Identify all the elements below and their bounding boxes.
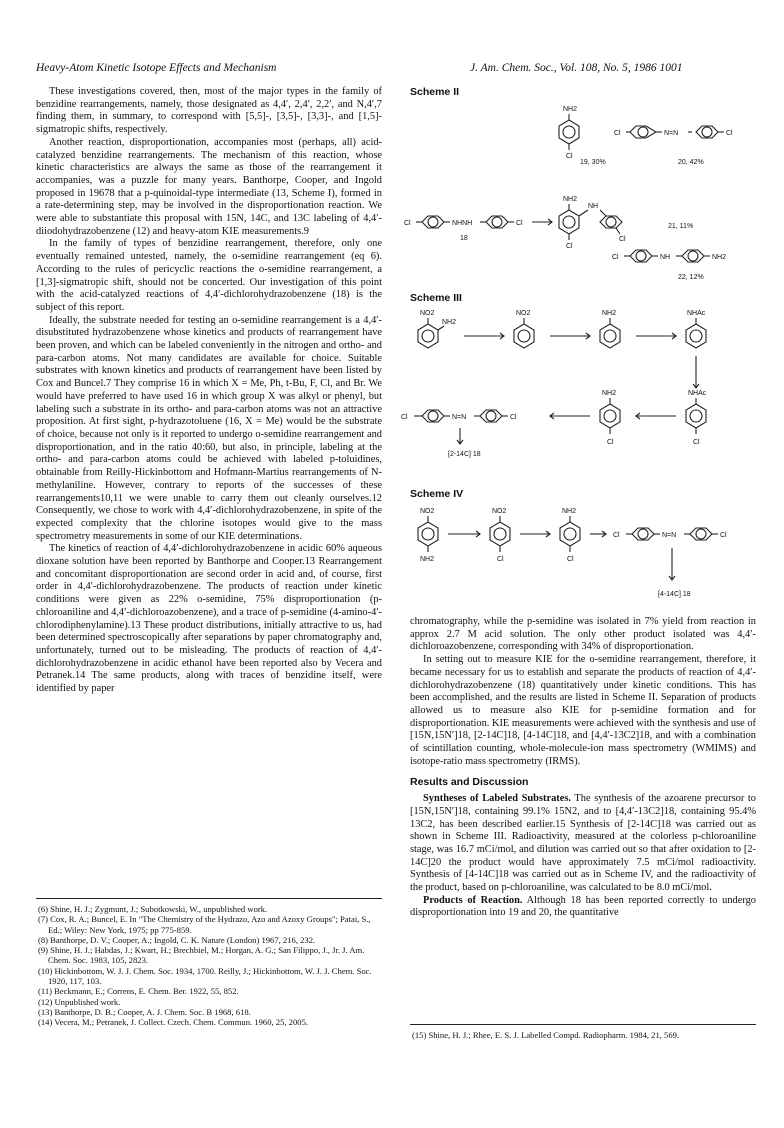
paragraph <box>410 895 756 920</box>
paragraph: These investigations covered, then, most of the major types in the family of benzidine rearrangements, namely, those designated as 4,4′, 2,4′, 2,2′, and N,4′,7 finding them, in summary, to correspond with [5,5]-, [3,5]-, [3,3]-, and [1,5]-sigmatropic shifts, respectively. <box>36 86 382 136</box>
product-22-label: 22, 12% <box>678 274 704 281</box>
footnotes-right <box>410 1030 756 1040</box>
cl-label: Cl <box>726 130 733 137</box>
footnote: (15) Shine, H. J.; Rhee, E. S. J. Labelled Compd. Radiopharm. 1984, 21, 569. <box>412 1030 680 1040</box>
azo-label: N=N <box>452 414 467 421</box>
benzene-ring <box>422 410 444 422</box>
aromatic-circle <box>690 330 702 342</box>
cl-label: Cl <box>510 414 517 421</box>
benzene-ring <box>422 216 444 228</box>
running-header-left: Heavy-Atom Kinetic Isotope Effects and Mechanism <box>36 62 277 74</box>
benzene-ring <box>600 324 620 348</box>
footnote: (11) Beckmann, E.; Correns, E. Chem. Ber. 1922, 55, 852. <box>38 986 239 997</box>
footnote: (10) Hickinbottom, W. J. J. Chem. Soc. 1934, 1700. Reilly, J.; Hickinbottom, W. J. J. Chem. Soc. 1920, 117, 103. <box>38 965 372 987</box>
cl-label: Cl <box>404 220 411 227</box>
nh-label: NH <box>660 254 671 261</box>
benzene-ring <box>632 528 654 540</box>
nh2-label: NH2 <box>602 310 617 317</box>
aromatic-circle <box>492 217 502 227</box>
footnote: (12) Unpublished work. <box>38 996 121 1007</box>
left-column <box>36 86 382 696</box>
subsection-title: Syntheses of Labeled Substrates. <box>423 793 571 805</box>
aromatic-circle <box>690 410 702 422</box>
aromatic-circle <box>604 410 616 422</box>
product-21-label: 21, 11% <box>668 223 694 230</box>
nh2-label: NH2 <box>712 254 727 261</box>
nhac-label: NHAc <box>687 310 706 317</box>
subsection-title: Products of Reaction. <box>423 894 523 906</box>
nhnh-label: NHNH <box>452 220 473 227</box>
cl-label: Cl <box>693 439 700 446</box>
cl-label: Cl <box>566 153 573 160</box>
paragraph: In setting out to measure KIE for the o-semidine rearrangement, therefore, it became necessary for us to establish and separate the products of reaction of 4,4′-dichlorohydrazobenzene (18) quantitatively under kinetic conditions. This has been accomplished, and the results are listed in Scheme II. Separation of products allowed us to measure also KIE for p-semidine formation and for disproportionation. KIE measurements were achieved with the synthesis and use of [15N,15N′]18, [2-14C]18, [4-14C]18, and [4,4′-13C2]18, and with a combination of scintillation counting, whole-molecule-ion mass spectrometry (WMIMS) and isotope-ratio mass spectrometry (IRMS). <box>410 654 756 767</box>
footnote: (7) Cox, R. A.; Buncel, E. In "The Chemistry of the Hydrazo, Azo and Azoxy Groups"; Patai, S., Ed.; Wiley: New York, 1975; pp 775-859. <box>38 914 371 935</box>
benzene-ring <box>559 120 579 144</box>
cl-label: Cl <box>613 532 620 539</box>
cl-label: Cl <box>619 236 626 243</box>
footnotes-left <box>36 904 382 1028</box>
paragraph: chromatography, while the p-semidine was isolated in 7% yield from reaction in approx 2.7 M acid solution. The only other product isolated was 4,4′-dichloroazobenzene, corresponding with 34% of disproportionation. <box>410 616 756 653</box>
cl-label: Cl <box>612 254 619 261</box>
cl-label: Cl <box>614 130 621 137</box>
footnote: (8) Banthorpe, D. V.; Cooper, A.; Ingold, C. K. Nature (London) 1967, 216, 232. <box>38 934 316 945</box>
footnote-rule <box>410 1024 756 1025</box>
footnote: (9) Shine, H. J.; Habdas, J.; Kwart, H.; Brechbiel, M.; Horgan, A. G.; San Filippo, J., Jr. J. Am. Chem. Soc. 1983, 105, 2823. <box>38 945 365 966</box>
benzene-ring <box>560 522 580 546</box>
nh2-label: NH2 <box>420 556 435 563</box>
no2-label: NO2 <box>492 508 507 515</box>
benzene-ring <box>696 126 718 138</box>
product-20-label: 20, 42% <box>678 159 704 166</box>
nh2-label: NH2 <box>563 106 578 113</box>
aromatic-circle <box>563 126 575 138</box>
no2-label: NO2 <box>420 508 435 515</box>
aromatic-circle <box>688 251 698 261</box>
subsection-text: Although 18 has been reported correctly to undergo disproportionation into 19 and 20, the quantitative <box>410 894 756 919</box>
benzene-ring <box>486 216 508 228</box>
aromatic-circle <box>638 127 648 137</box>
benzene-ring <box>514 324 534 348</box>
aromatic-circle <box>563 216 575 228</box>
nh2-label: NH2 <box>562 508 577 515</box>
nhac-label: NHAc <box>688 390 707 397</box>
benzene-ring <box>630 126 656 138</box>
aromatic-circle <box>564 528 576 540</box>
nh2-label: NH2 <box>602 390 617 397</box>
section-heading: Results and Discussion <box>410 776 529 789</box>
scheme-iv-title: Scheme IV <box>410 488 464 500</box>
product-19-label: 19, 30% <box>580 159 606 166</box>
benzene-ring <box>630 250 652 262</box>
cl-label: Cl <box>516 220 523 227</box>
cl-label: Cl <box>401 414 408 421</box>
footnote: (14) Vecera, M.; Petranek, J. Collect. Czech. Chem. Commun. 1960, 25, 2005. <box>38 1017 309 1028</box>
no2-label: NO2 <box>420 310 435 317</box>
nh2-label: NH2 <box>442 319 457 326</box>
product-label: [2-14C] 18 <box>448 451 481 458</box>
aromatic-circle <box>696 529 706 539</box>
aromatic-circle <box>638 529 648 539</box>
nh-label: NH <box>588 203 599 210</box>
aromatic-circle <box>606 217 616 227</box>
running-header-right: J. Am. Chem. Soc., Vol. 108, No. 5, 1986 1001 <box>470 62 683 74</box>
aromatic-circle <box>518 330 530 342</box>
paragraph: The kinetics of reaction of 4,4′-dichlorohydrazobenzene in acidic 60% aqueous dioxane solution have been reported by Banthorpe and Cooper.13 Rearrangement and concomitant disproportionation are second order in acid and, of course, first order in 4,4′-dichlorohydrazobenzene. The products of reaction under kinetic conditions were given as 22% o-semidine, 75% disproportionation (p-chloroaniline and 4,4′-dichloroazobenzene), and a trace of p-semidine (4-amino-4′-chlorodiphenylamine).13 These product distributions, initially attractive to us, had been determined spectroscopically after separations by paper chromatography and, unfortunately, turned out to be misleading. The products of reaction of 4,4′-dichlorohydrazobenzene in acidic ethanol have been reported also by Vecera and Petranek.14 The same products, along with traces of benzidine itself, were identified by paper <box>36 543 382 695</box>
cl-label: Cl <box>720 532 727 539</box>
scheme-iii-diagram <box>400 304 770 474</box>
benzene-ring <box>686 324 706 348</box>
benzene-ring <box>418 522 438 546</box>
benzene-ring <box>490 522 510 546</box>
azo-label: N=N <box>662 532 677 539</box>
no2-label: NO2 <box>516 310 531 317</box>
aromatic-circle <box>486 411 496 421</box>
cl-label: Cl <box>566 243 573 250</box>
paragraph: Ideally, the substrate needed for testing an o-semidine rearrangement is a 4,4′-disubstituted hydrazobenzene whose kinetics and products of rearrangement have been proven, and which can be labeled conveniently in the nitrogen and ortho- and para-carbon atoms. Not many candidates are available for choice. Suitable substrates with known kinetics and products of rearrangement have been listed by Cox and Buncel.7 They comprise 16 in which X = Me, Ph, t-Bu, F, Cl, and Br. We would have preferred to have used 16 in which group X was alkyl or phenyl, but labeling such a substrate in its ortho- and para-carbon atoms was not an attractive proposition. At first sight, p-hydrazotoluene (16, X = Me) would be the substrate of choice, because not only is it reported to undergo o-semidine rearrangement and disproportionation, and in the ratio 40:60, but also, in principle, labeling at the ortho- and para-carbon atoms could be achieved with labeled p-toluidines, obtainable from Reilly-Hickinbottom and Hofmann-Martius rearrangements of N-methylaniline. However, contrary to reports of the successes of these rearrangements10,11 we were unable to carry them out cleanly ourselves.12 Consequently, we chose to work with 4,4′-dichlorohydrazobenzene, in spite of the expected complexity that the chlorine isotopes would give to the mass spectrometry measurements in some of our KIE determinations. <box>36 314 382 542</box>
footnote: (13) Banthorpe, D. B.; Cooper, A. J. Chem. Soc. B 1968, 618. <box>38 1006 251 1017</box>
product-label: [4-14C] 18 <box>658 591 691 598</box>
right-column <box>410 616 756 920</box>
paragraph <box>410 793 756 895</box>
benzene-ring <box>418 324 438 348</box>
cl-label: Cl <box>567 556 574 563</box>
benzene-ring <box>682 250 704 262</box>
aromatic-circle <box>422 528 434 540</box>
cl-label: Cl <box>607 439 614 446</box>
aromatic-circle <box>428 411 438 421</box>
scheme-iv-diagram <box>400 500 770 605</box>
benzene-ring <box>480 410 502 422</box>
aromatic-circle <box>702 127 712 137</box>
aromatic-circle <box>428 217 438 227</box>
subsection-text: The synthesis of the azoarene precursor to [15N,15N′]18, containing 99.1% 15N2, and to [4,4′-13C2]18, containing 95.4% 13C2, has been described earlier.15 Synthesis of [2-14C]18 was carried out as shown in Scheme III. Radioactivity, measured at the colorless p-chloroaniline stage, was 16.7 mCi/mol, and dilution was carried out so that after oxidation to [2-14C]20 the product would have approximately 7.5 mCi/mol radioactivity. Synthesis of [4-14C]18 was carried out as in Scheme IV, and the radioactivity of the product, based on p-chloroaniline, was calculated to be 8.0 mCi/mol. <box>410 793 756 894</box>
nh2-label: NH2 <box>563 196 578 203</box>
footnote: (6) Shine, H. J.; Zygmunt, J.; Subotkowski, W., unpublished work. <box>38 904 268 914</box>
benzene-ring <box>559 210 579 234</box>
scheme-ii-title: Scheme II <box>410 86 460 98</box>
azo-label: N=N <box>664 130 679 137</box>
substrate-18-label: 18 <box>460 235 468 242</box>
footnote-rule <box>36 898 382 899</box>
benzene-ring <box>686 404 706 428</box>
cl-label: Cl <box>497 556 504 563</box>
aromatic-circle <box>604 330 616 342</box>
aromatic-circle <box>636 251 646 261</box>
aromatic-circle <box>422 330 434 342</box>
paragraph: In the family of types of benzidine rearrangement, therefore, only one eventually remained untested, namely, the o-semidine rearrangement (eq 6). According to the rules of pericyclic reactions the o-semidine rearrangement, a [1,3]-sigmatropic shift, should not be concerted. Our investigation of this point with the acid-catalyzed reactions of 4,4′-dichlorohydrazobenzene (18) is the subject of this report. <box>36 238 382 313</box>
paragraph: Another reaction, disproportionation, accompanies most (perhaps, all) acid-catalyzed benzidine rearrangements. The mechanism of this reaction, whose kinetic characteristics are always the same as those of the rearrangement it accompanies, was a puzzle for many years. Banthorpe, Cooper, and Ingold proposed in 19678 that a p-quinoidal-type intermediate (13, Scheme I), formed in a rate-determining step, may be involved in the disproportionation reaction. We were able to substantiate this proposal with 15N, 14C, and 13C labeling of 4,4′-diiodohydrazobenzene (12) and heavy-atom KIE measurements.9 <box>36 136 382 237</box>
benzene-ring <box>690 528 712 540</box>
scheme-ii-diagram <box>400 98 770 298</box>
benzene-ring <box>600 404 620 428</box>
scheme-iii-title: Scheme III <box>410 292 462 304</box>
benzene-ring <box>600 216 622 228</box>
aromatic-circle <box>494 528 506 540</box>
